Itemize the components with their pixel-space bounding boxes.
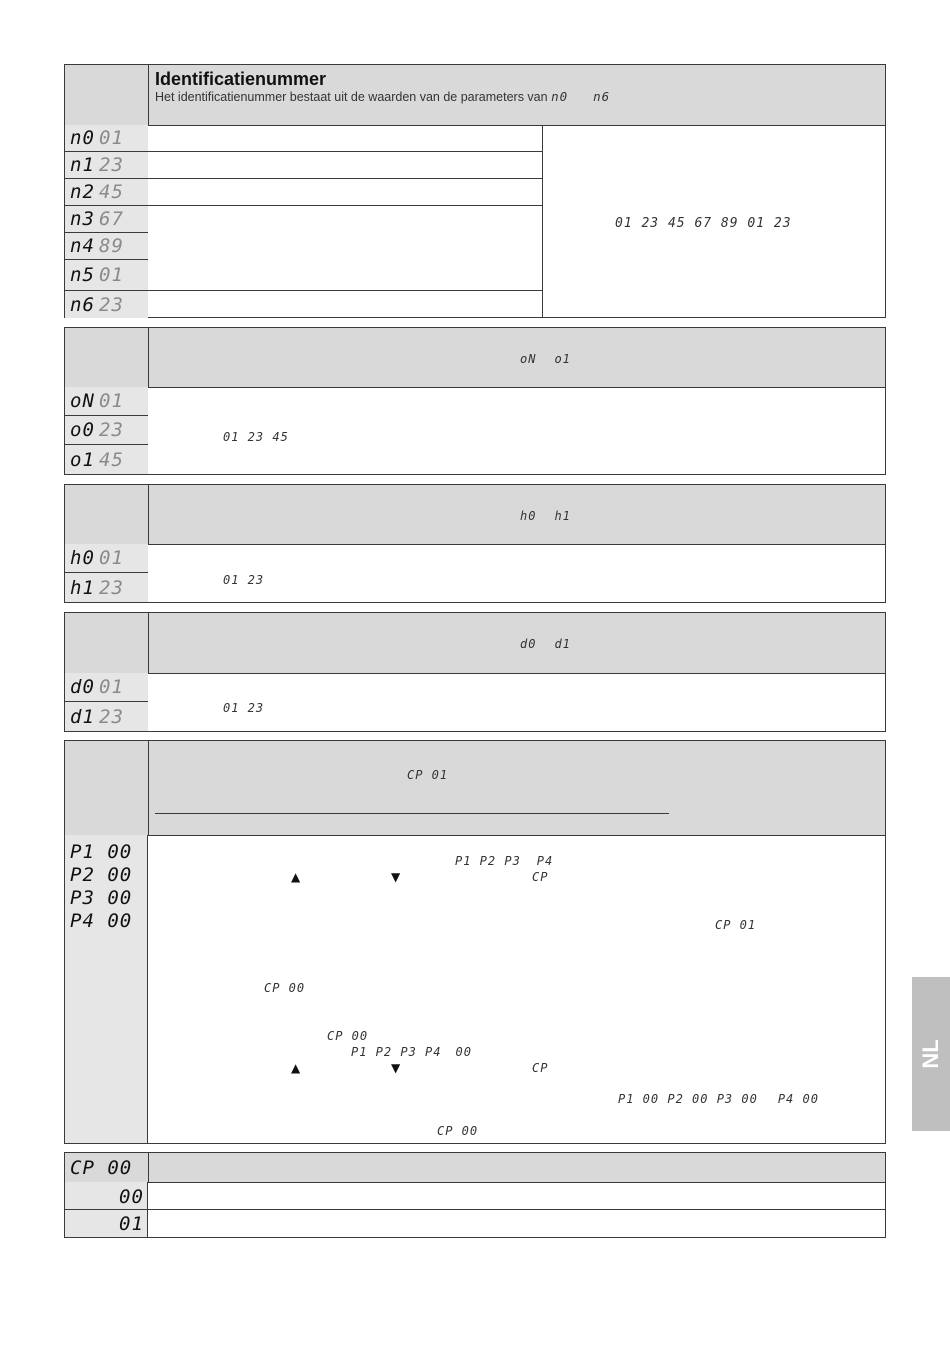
triangle-down-icon: ▼ <box>391 870 401 884</box>
o-example: 01 23 45 <box>223 430 289 444</box>
d-table-header <box>65 613 885 674</box>
id-table-subtitle: Het identificatienummer bestaat uit de waarden van de parameters van n0 n6 <box>155 89 611 104</box>
cp-code: CP 00 <box>70 1157 133 1179</box>
cp-code: CP <box>532 870 549 884</box>
o-table-header <box>65 328 885 388</box>
h-example: 01 23 <box>223 573 265 587</box>
id-table <box>64 64 886 318</box>
param-row: h1 23 <box>65 573 148 602</box>
d-example: 01 23 <box>223 701 265 715</box>
p-table <box>64 740 886 1144</box>
cp-code: CP 00 <box>327 1029 369 1043</box>
p1-code: P1 00 <box>70 841 133 863</box>
param-row: h0 01 <box>65 544 148 573</box>
param-row: n0 01 <box>65 125 148 152</box>
p3-code: P3 00 <box>70 887 133 909</box>
param-row: d0 01 <box>65 673 148 702</box>
triangle-up-icon: ▲ <box>291 870 301 884</box>
p-params: P1 P2 P3 P4 <box>455 854 554 868</box>
cp-table <box>64 1152 886 1238</box>
param-row: o0 23 <box>65 416 148 445</box>
id-table-title: Identificatienummer <box>155 69 327 89</box>
cp-option: 00 <box>119 1186 144 1208</box>
param-row: n3 67 <box>65 206 148 233</box>
id-example: 01 23 45 67 89 01 23 <box>615 216 792 231</box>
param-from: n0 <box>551 89 569 104</box>
p2-code: P2 00 <box>70 864 133 886</box>
param-range: d0 d1 <box>520 637 571 651</box>
param-range: oN o1 <box>520 352 571 366</box>
cp-code: CP <box>532 1061 549 1075</box>
param-row: n6 23 <box>65 291 148 318</box>
cp-code: CP 00 <box>437 1124 479 1138</box>
param-to: n6 <box>593 89 611 104</box>
param-row: n1 23 <box>65 152 148 179</box>
p-values: P1 00 P2 00 P3 00 P4 00 <box>618 1092 819 1106</box>
param-row: o1 45 <box>65 445 148 474</box>
d-table <box>64 612 886 732</box>
p-params: P1 P2 P3 P4 00 <box>351 1045 472 1059</box>
h-table <box>64 484 886 603</box>
id-table-header <box>65 65 885 126</box>
language-tab <box>912 977 950 1131</box>
cp-option: 01 <box>119 1213 144 1235</box>
language-label: NL <box>918 1039 943 1069</box>
p4-code: P4 00 <box>70 910 133 932</box>
cp-code: CP 01 <box>407 768 449 782</box>
triangle-down-icon: ▼ <box>391 1061 401 1075</box>
p-table-header <box>65 741 885 836</box>
cp-table-header <box>65 1153 885 1183</box>
triangle-up-icon: ▲ <box>291 1061 301 1075</box>
param-row: n5 01 <box>65 260 148 291</box>
param-range: h0 h1 <box>520 509 571 523</box>
h-table-header <box>65 485 885 545</box>
param-row: n2 45 <box>65 179 148 206</box>
param-row: oN 01 <box>65 387 148 416</box>
param-row: d1 23 <box>65 702 148 731</box>
o-table <box>64 327 886 475</box>
cp-code: CP 00 <box>264 981 306 995</box>
param-row: n4 89 <box>65 233 148 260</box>
cp-code: CP 01 <box>715 918 757 932</box>
